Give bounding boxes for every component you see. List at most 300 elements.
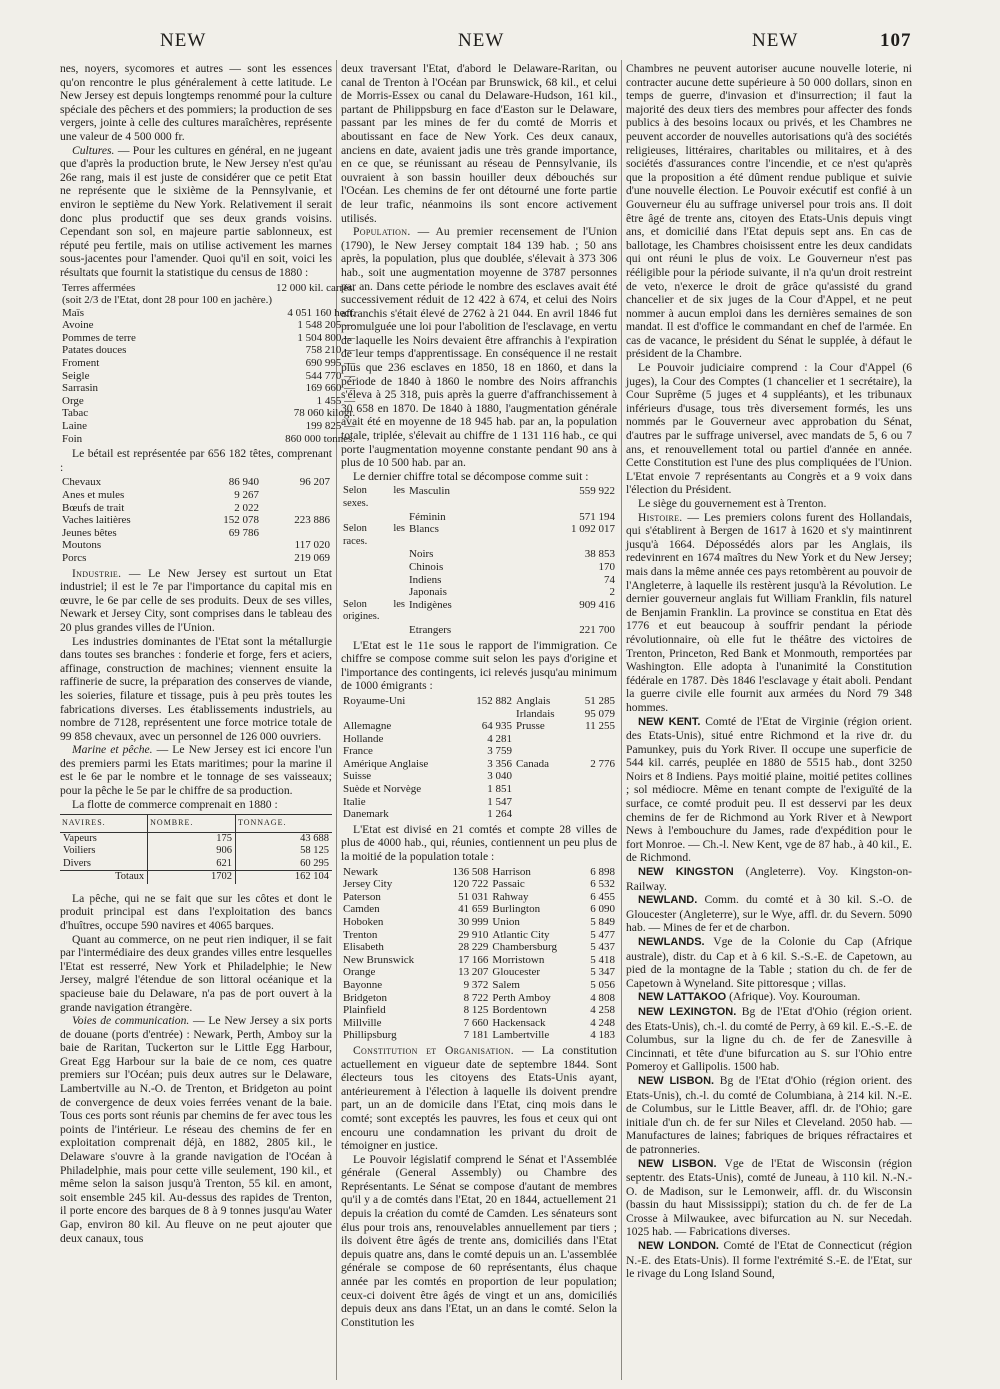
crop-name: Orge	[62, 394, 84, 407]
crop-name: Pommes de terre	[62, 331, 136, 344]
livestock-row	[60, 527, 332, 540]
immigration-row-name: Prusse	[516, 720, 545, 733]
paragraph: Industrie. — Le New Jersey est surtout un Etat industriel; il est le 7e par l'importance du capital mis en œuvre, le 6e par celle de ses produits. Deux de ses villes, Newark et Jersey City, sont comprises dans le tableau des 20 plus grandes villes de l'Union.	[60, 566, 332, 634]
crop-row	[60, 407, 357, 420]
town-row-value: 5 437	[590, 941, 615, 954]
fleet-count: 621	[148, 858, 236, 871]
immigration-row-name: Irlandais	[516, 707, 555, 720]
entry-headword: NEW LISBON.	[638, 1074, 715, 1087]
town-row-name: Hackensack	[492, 1016, 546, 1029]
paragraph: Marine et pêche. — Le New Jersey est ici encore l'un des premiers parmi les Etats maritimes; pour la marine il est le 6e par le nombre et le tonnage de ses vaisseaux; pour la pêche le 5e par le chiffre de sa production.	[60, 743, 332, 798]
immigration-row-name: Royaume-Uni	[343, 694, 406, 707]
town-row-value: 6 090	[590, 903, 615, 916]
town-row-value: 6 455	[590, 890, 615, 903]
immigration-row-value: 95 079	[584, 707, 615, 720]
fleet-count: 906	[148, 845, 236, 858]
livestock-row	[60, 552, 332, 565]
entry: NEW LATTAKOO (Afrique). Voy. Kourouman.	[638, 990, 861, 1004]
livestock-name: Vaches laitières	[62, 514, 131, 527]
column-divider	[621, 60, 622, 1380]
livestock-row	[60, 514, 332, 527]
fleet-row	[60, 832, 332, 845]
population-value: 38 853	[584, 548, 615, 561]
crop-name: Tabac	[62, 407, 89, 420]
population-value: 221 700	[579, 623, 615, 636]
immigration-row-name: Italie	[343, 795, 366, 808]
crop-row	[60, 370, 357, 383]
town-row-name: Trenton	[343, 928, 378, 941]
livestock-group-total: 219 069	[294, 551, 330, 564]
entry: NEWLAND. Comm. du comté et à 30 kil. S.-O. de Gloucester (Angleterre), sur le Wye, affl. dr. du Severn. 5090 hab. — Mines de fer et de charbon.	[626, 893, 912, 935]
town-row-value: 9 372	[463, 978, 489, 991]
immigration-row-name: Danemark	[343, 808, 389, 821]
entry: NEW LISBON. Bg de l'Etat d'Ohio (région orient. des Etats-Unis), ch.-l. du comté de Columbiana, à 214 kil. N.-E. de Columbus, sur le Little Beaver, affl. dr. de l'Ohio; gare initiale d'un ch. de fer sur Niles et Cleveland. 2050 hab. — Manufactures de laines; fabriques de briques réfractaires et de patronneries.	[626, 1073, 912, 1156]
crop-row	[60, 307, 357, 320]
town-row	[341, 1004, 617, 1017]
fleet-type: Vapeurs	[63, 832, 97, 844]
livestock-group-total	[261, 502, 332, 515]
entry-headword: NEW KINGSTON	[638, 866, 734, 879]
crop-value: 758 210 —	[305, 344, 356, 357]
paragraph: La pêche, qui ne se fait que sur les côtes et dont le produit principal est dans l'exploitation des bancs d'huîtres, occupe 590 navires et 4065 barques.	[60, 891, 332, 932]
section-title: Constitution et Organisation.	[353, 1043, 514, 1057]
immigration-row	[341, 808, 617, 821]
header-right-word: NEW	[752, 30, 799, 51]
group-label	[341, 624, 407, 637]
paragraph: Le dernier chiffre total se décompose comme suit :	[353, 469, 589, 483]
section-title: Industrie.	[72, 566, 122, 580]
town-row-value: 5 849	[590, 916, 615, 928]
immigration-row-value: 3 759	[487, 745, 513, 758]
immigration-row	[341, 758, 617, 771]
livestock-name: Porcs	[62, 551, 87, 564]
immigration-row-value	[571, 783, 617, 796]
town-row-value: 4 258	[590, 1004, 615, 1017]
entry-headword: NEW LEXINGTON.	[638, 1005, 737, 1018]
town-row-name: Passaic	[492, 878, 525, 891]
livestock-value: 152 078	[223, 514, 259, 527]
crop-row	[60, 332, 357, 345]
population-category: Indiens	[409, 573, 442, 586]
fleet-total-label: Totaux	[60, 871, 148, 884]
paragraph: Le Pouvoir judiciaire comprend : la Cour d'Appel (6 juges), la Cour des Comptes (1 chancelier et 1 secrétaire), la Cour Suprême (5 juges et 4 suppléants), et les tribunaux inférieurs d'usage, tous très diversement formés, les uns nommés par le Gouverneur avec approbation du Sénat, d'autres par le suffrage universel, avec mandats de 5, 6 ou 7 ans, et renouvellement total ou partiel d'année en année. Cette Constitution est l'une des plus compliquées de l'Union. L'Etat envoie 7 représentants au Congrès et a 9 voix dans l'élection du Président.	[626, 361, 912, 497]
paragraph: Le Pouvoir législatif comprend le Sénat et l'Assemblée générale (General Assembly) ou Chambre des Représentants. Le Sénat se compose d'autant de membres qu'il y a de comtés dans l'Etat, 20 en 1844, actuellement 21 depuis la création du comté de Camden. Les sénateurs sont élus pour trois ans, renouvelables annuellement par tiers ; ils doivent être âgés de trente ans, domiciliés dans l'Etat depuis quatre ans, dans le comté depuis un an. L'assemblée générale se compose de 60 représentants, élus chaque année par les comtés en proportion de leur population; ceux-ci doivent être âgés de vingt et un ans, domiciliés depuis deux ans dans l'Etat, un an dans le comté. Selon la Constitution les	[341, 1152, 617, 1329]
crop-name: Maïs	[62, 306, 84, 319]
paragraph: deux traversant l'Etat, d'abord le Delaware-Raritan, ou canal de Trenton à l'Océan par Brunswick, 68 kil., et celui de Morris-Essex ou canal du Delaware-Hudson, 161 kil., partant de Philippsburg en face d'Easton sur le Delaware, passant par les mines de fer du comté de Morris et aboutissant en face de New York. Ces deux canaux, anciens en date, avaient jadis une très grande importance, en ce que, se réunissant au réseau de Pennsylvanie, ils ouvraient à son bassin houiller deux débouchés sur l'Océan. Les chemins de fer ont détourné une forte partie de leur trafic, néanmoins ils sont encore activement utilisés.	[341, 62, 617, 225]
population-row	[341, 586, 617, 599]
immigration-row	[341, 733, 617, 746]
fleet-tonnage: 43 688	[235, 832, 332, 845]
entry: NEW KINGSTON (Angleterre). Voy. Kingston-on-Railway.	[626, 865, 912, 893]
livestock-name: Jeunes bêtes	[62, 526, 117, 539]
population-row	[341, 485, 617, 510]
immigration-row-value	[461, 708, 514, 721]
paragraph: Le bétail est représentée par 656 182 têtes, comprenant :	[60, 447, 332, 474]
group-label: Selon les races.	[343, 523, 405, 547]
population-category: Noirs	[409, 548, 434, 561]
immigration-row-value: 11 255	[585, 720, 615, 733]
town-row-value: 136 508	[452, 865, 489, 878]
town-row-value: 28 229	[458, 941, 489, 954]
town-row	[341, 903, 617, 916]
town-row-value: 7 181	[463, 1029, 489, 1042]
crop-row	[60, 282, 357, 295]
livestock-name: Bœufs de trait	[62, 501, 125, 514]
fleet-header-ships: NAVIRES.	[60, 815, 148, 833]
crop-value: 78 060 kilogr.	[293, 407, 356, 420]
immigration-row	[341, 745, 617, 758]
crop-row	[60, 357, 357, 370]
crop-value: 199 825 —	[305, 420, 356, 433]
running-header	[0, 30, 1000, 60]
town-row-name: Camden	[343, 903, 380, 916]
town-row-value: 5 347	[590, 966, 615, 979]
immigration-row-name	[514, 783, 571, 796]
livestock-row	[60, 489, 332, 502]
town-row	[341, 954, 617, 967]
entry: NEW LONDON. Comté de l'Etat de Connecticut (région N.-E. des Etats-Unis). Il forme l'extrémité S.-E. de l'Etat, sur le rivage du Long Island Sound,	[626, 1239, 912, 1281]
column-3	[626, 62, 912, 1281]
crop-name: (soit 2/3 de l'Etat, dont 28 pour 100 en jachère.)	[62, 294, 273, 307]
town-row-name: Rahway	[492, 890, 529, 903]
fleet-count: 175	[148, 832, 236, 845]
paragraph: Le siège du gouvernement est à Trenton.	[638, 497, 827, 510]
immigration-row-name	[514, 733, 571, 746]
immigration-row	[341, 770, 617, 783]
paragraph: Constitution et Organisation. — La constitution actuellement en vigueur date de septembre 1844. Sont électeurs tous les citoyens des Etats-Unis ayant, antérieurement à l'élection à laquelle ils doivent prendre part, un an de domicile dans l'Etat, cinq mois dans le comté; sont exceptés les pauvres, les fous et ceux qui ont encouru une condamnation les privant du droit de témoigner en justice.	[341, 1043, 617, 1153]
crop-row	[60, 382, 357, 395]
immigration-row-name: Amérique Anglaise	[343, 757, 429, 770]
immigration-table	[341, 695, 617, 821]
immigration-row	[341, 695, 617, 708]
town-row-name: Salem	[492, 978, 520, 991]
town-row-value: 5 056	[590, 978, 615, 991]
immigration-row-value: 4 281	[487, 732, 513, 745]
town-row	[341, 966, 617, 979]
population-row	[341, 624, 617, 637]
immigration-row-name	[514, 796, 571, 809]
town-row-value: 4 808	[590, 991, 615, 1004]
immigration-row-name: France	[343, 745, 373, 758]
crop-value: 1 455 —	[316, 394, 356, 407]
town-row-name: Hoboken	[343, 916, 384, 928]
section-title: Histoire.	[638, 510, 683, 524]
crop-name: Terres affermées	[62, 281, 136, 294]
town-row-value: 29 910	[458, 928, 489, 941]
crop-value: 860 000 tonnes.	[285, 432, 356, 445]
town-row-name: Bordentown	[492, 1004, 547, 1017]
fleet-row	[60, 845, 332, 858]
fleet-type: Voiliers	[63, 845, 96, 857]
town-row-name: Newark	[343, 865, 378, 878]
town-row-name: Perth Amboy	[492, 991, 551, 1004]
population-value: 909 416	[579, 598, 615, 611]
header-left-word: NEW	[160, 30, 207, 51]
town-row-value: 7 660	[463, 1016, 489, 1029]
towns-table	[341, 866, 617, 1042]
fleet-header-tonnage: TONNAGE.	[235, 815, 332, 833]
immigration-row-value: 3 356	[487, 757, 513, 770]
paragraph: Histoire. — Les premiers colons furent des Hollandais, qui s'établirent à Bergen de 1617 à 1620 et s'y maintinrent jusqu'à 1664. Dépossédés alors par les Anglais, ils redevinrent en 1674 maîtres du New York et du New Jersey; mais dans la même année ces pays retombèrent au pouvoir de l'Angleterre, à laquelle ils restèrent jusqu'à la Révolution. Le dernier gouverneur anglais fut William Franklin, fils naturel de Benjamin Franklin. La province se constitua en Etat dès 1776 et eut beaucoup à souffrir pendant la période révolutionnaire, où elle fut le théâtre des victoires de Trenton, Princeton, Red Bank et Monmouth, remportées par Washington. Elle adopta à l'unanimité la Constitution fédérale en 1787. Dès 1846 l'esclavage y était aboli. Pendant la guerre civile elle fournit aux armées du Nord 79 348 hommes.	[626, 510, 912, 714]
population-value: 170	[598, 560, 615, 573]
town-row-name: Plainfield	[343, 1004, 386, 1017]
crop-value: 12 000 kil. carrés.	[276, 281, 356, 294]
livestock-row	[60, 476, 332, 489]
town-row	[341, 916, 617, 929]
paragraph: Chambres ne peuvent autoriser aucune nouvelle loterie, ni contracter aucune dette supérieure à 50 000 dollars, sinon en temps de guerre, d'invasion et d'insurrection; il faut la majorité des deux tiers des membres pour affecter des fonds publics à des besoins locaux ou privés, et les Chambres ne peuvent accorder de nouvelles autorisations qu'à des sociétés religieuses, littéraires, charitables ou militaires, et à des sociétés d'assurances contre l'incendie, et ce n'est qu'après que la proposition a été dûment rendue publique et suivie d'une nouvelle élection. Le Pouvoir exécutif est confié à un Gouverneur élu au suffrage universel pour trois ans. Il doit être âgé de trente ans, citoyen des Etats-Unis depuis vingt ans, et domicilié dans l'Etat depuis sept ans. En cas de ballotage, les Chambres choisissent entre les deux candidats qui ont réuni le plus de voix. Le Gouverneur n'est pas rééligible pour la période suivante, il n'a qu'un droit restreint de veto, n'exerce le droit de grâce qu'assisté du grand chancelier et de six juges de la Cour d'Appel, et ne peut nommer à aucun emploi dans les dernières semaines de son mandat. Il est d'office le commandant en chef de l'armée. En cas de vacance, le président du Sénat le supplée, à défaut le président de la Chambre.	[626, 62, 912, 361]
crop-name: Sarrasin	[62, 382, 99, 395]
crop-value: 169 660 —	[305, 382, 356, 395]
immigration-row	[341, 796, 617, 809]
immigration-row	[341, 783, 617, 796]
town-row-name: Atlantic City	[492, 928, 550, 941]
town-row-name: Harrison	[492, 865, 531, 878]
entry: NEW LISBON. Vge de l'Etat de Wisconsin (région septentr. des Etats-Unis), comté de Juneau, à 110 kil. N.-N.-O. de Madison, sur le Lemonweir, affl. dr. du Wisconsin (bassin du haut Mississippi); station du ch. de fer de La Crosse à Milwaukee, avec bifurcation au N. sur Necedah. 1025 hab. — Fabrications diverses.	[626, 1156, 912, 1239]
immigration-row-value: 152 882	[476, 694, 513, 707]
livestock-group-total	[261, 527, 332, 540]
town-row-name: Gloucester	[492, 966, 541, 979]
immigration-row-name: Canada	[516, 757, 550, 770]
immigration-row-value: 1 547	[487, 795, 513, 808]
paragraph: Population. — Au premier recensement de l'Union (1790), le New Jersey comptait 184 139 hab. ; 50 ans après, la population, plus que doublée, s'élevait à 373 306 hab., soit une augmentation moyenne de 3787 personnes par an. Dans cette période le nombre des esclaves avait été successivement réduit de 12 422 à 674, et celui des Noirs affranchis s'était élevé de 2762 à 21 044. En avril 1846 fut promulguée une loi pour l'abolition de l'esclavage, en vertu de laquelle les Noirs devaient être affranchis à l'expiration de leur temps d'apprentissage. En conséquence il ne restait plus que 236 esclaves en 1850, 18 en 1860, et dans la période de 1840 à 1860 le nombre des Noirs affranchis s'éleva à 25 318, puis après la guerre d'affranchissement à 30 658 en 1870. De 1840 à 1880, l'augmentation générale avait été en moyenne de 18 945 hab. par an, la population totale, triplée, s'élevait au chiffre de 1 131 116 hab., ce qui porte l'augmentation moyenne constante pendant 90 ans à plus de 10 500 hab. par an.	[341, 225, 617, 470]
paragraph: Voies de communication. — Le New Jersey a six ports de douane (ports d'entrée) : Newark, Perth, Amboy sur la baie de Raritan, Tuckerton sur le Little Egg Harbour, Great Egg Harbour sur la baie de ce nom, ces quatre premiers sur l'Océan; puis deux autres sur le Delaware, Lambertville au N.-O. de Trenton, et Bridgeton au point de convergence de deux voies ferrées venant de la baie. Tous ces ports sont réunis par chemins de fer avec tous les points de l'intérieur. Le réseau des chemins de fer en exploitation comprenait déjà, en 1882, 2805 kil., le Delaware s'ouvre à la grande navigation de l'Océan à Philadelphie, mais pour cette ville seulement, 190 kil., et même selon la saison jusqu'à Trenton, 55 kil. en amont, soit ensemble 245 kil. Au-dessus des rapides de Trenton, il porte encore des barques de 8 à 9 tonnes jusqu'au Water Gap, environ 80 kil. Au fleuve on ne peut ajouter que deux canaux, tous	[60, 1014, 333, 1245]
entry: NEW LEXINGTON. Bg de l'Etat d'Ohio (région orient. des Etats-Unis), ch.-l. du comté de Perry, à 69 kil. E.-S.-E. de Columbus, sur la ligne du ch. de fer de Zanesville à Cincinnati, et tête d'une bifurcation au S. sur l'Ohio entre Pomeroy et Gallipolis. 1500 hab.	[626, 1004, 912, 1074]
fleet-table	[60, 814, 332, 884]
crop-row	[60, 395, 357, 408]
town-row-name: Chambersburg	[492, 941, 557, 954]
immigration-row-name: Suède et Norvège	[343, 783, 422, 796]
town-row	[341, 941, 617, 954]
town-row-value: 6 532	[590, 878, 615, 891]
livestock-group-total	[261, 489, 332, 502]
crop-value: 1 548 205 —	[297, 319, 356, 332]
paragraph: L'Etat est divisé en 21 comtés et compte 28 villes de plus de 4000 hab., qui, réunies, contiennent un peu plus de la moitié de la population totale :	[341, 822, 617, 864]
town-row-name: Morristown	[492, 953, 545, 966]
town-row-value: 30 999	[458, 916, 489, 928]
livestock-group-total: 223 886	[294, 514, 330, 527]
paragraph: Les industries dominantes de l'Etat sont la métallurgie dans toutes ses branches : fonderie et forge, fers et aciers, affinage, construction de machines; viennent ensuite la raffinerie de sucre, la préparation des conserves de viande, les soieries, filature et tissage, puis à peu près toutes les fabrications diverses. Les établissements industriels, au nombre de 7128, représentent une force motrice totale de 99 858 chevaux, avec un personnel de 126 000 ouvriers.	[60, 634, 332, 743]
livestock-value: 2 022	[234, 501, 259, 514]
town-row	[341, 1029, 617, 1042]
crop-value: 690 995 —	[305, 357, 356, 370]
section-title: Population.	[353, 225, 411, 239]
immigration-row-name: Anglais	[516, 694, 551, 707]
livestock-row	[60, 502, 332, 515]
fleet-total-count: 1702	[148, 871, 236, 884]
crop-value: 4 051 160 hect.	[287, 306, 356, 319]
immigration-row-value	[571, 745, 617, 758]
immigration-row-value	[571, 796, 617, 809]
immigration-row-value	[571, 770, 617, 783]
entry-headword: NEW KENT.	[638, 715, 701, 728]
population-value: 571 194	[579, 510, 615, 523]
group-label	[341, 561, 407, 574]
entry-headword: NEW LISBON.	[638, 1157, 717, 1170]
column-2	[341, 62, 617, 1329]
town-row-value: 4 183	[590, 1029, 615, 1042]
livestock-value	[190, 539, 261, 552]
town-row-value: 5 477	[590, 928, 615, 941]
town-row	[341, 891, 617, 904]
group-label: Selon les sexes.	[343, 485, 405, 509]
fleet-total-row	[60, 871, 332, 884]
town-row-value: 5 418	[590, 953, 615, 966]
page-number: 107	[880, 30, 912, 51]
population-category: Blancs	[409, 523, 439, 536]
town-row-name: New Brunswick	[343, 953, 415, 966]
town-row-name: Paterson	[343, 890, 381, 903]
livestock-name: Anes et mules	[62, 489, 125, 501]
crop-value: 544 770 —	[305, 369, 356, 382]
population-value: 559 922	[579, 485, 615, 498]
paragraph: nes, noyers, sycomores et autres — sont les essences qu'on rencontre le plus généralement à cette latitude. Le New Jersey est depuis longtemps renommé pour la culture spéciale des pêchers et des pommiers; la production de ses vergers, jointe à celle des cultures maraîchères, représente une valeur de 4 500 000 fr.	[60, 62, 332, 143]
population-category: Japonais	[409, 586, 447, 599]
entry-headword: NEW LONDON.	[638, 1240, 719, 1253]
livestock-name: Chevaux	[62, 476, 102, 489]
crop-name: Foin	[62, 432, 83, 445]
fleet-row	[60, 858, 332, 871]
entry-headword: NEWLAND.	[638, 894, 698, 907]
crops-table	[60, 282, 357, 446]
crop-row	[60, 420, 357, 433]
entry: NEWLANDS. Vge de la Colonie du Cap (Afrique australe), distr. du Cap et à 6 kil. S.-S.-E. de Capetown, au pied de la montagne de la Table ; station du ch. de fer de Capetown à Wyneland. Site pittoresque ; villas.	[626, 935, 912, 990]
population-value: 2	[609, 586, 615, 599]
town-row	[341, 979, 617, 992]
immigration-row-name: Allemagne	[343, 720, 392, 733]
immigration-row-value: 51 285	[584, 694, 615, 707]
population-category: Chinois	[409, 560, 444, 573]
crop-row	[60, 344, 357, 357]
town-row-value: 120 722	[452, 878, 489, 891]
group-label	[341, 586, 407, 599]
immigration-row-value: 1 264	[487, 808, 513, 821]
town-row	[341, 992, 617, 1005]
population-category: Indigènes	[409, 598, 452, 611]
immigration-row	[341, 720, 617, 733]
livestock-value	[190, 552, 261, 565]
town-row-name: Burlington	[492, 903, 541, 916]
livestock-row	[60, 539, 332, 552]
town-row-value: 51 031	[458, 890, 489, 903]
fleet-tonnage: 58 125	[235, 845, 332, 858]
town-row	[341, 878, 617, 891]
crop-row	[60, 319, 357, 332]
immigration-row-value: 3 040	[487, 770, 513, 783]
section-title: Cultures.	[72, 143, 115, 157]
immigration-row-value: 2 776	[590, 757, 615, 770]
town-row-value: 41 659	[458, 903, 489, 916]
town-row-value: 8 125	[463, 1004, 489, 1017]
town-row	[341, 929, 617, 942]
town-row-name: Phillipsburg	[343, 1029, 397, 1042]
town-row-name: Millville	[343, 1016, 382, 1029]
livestock-value: 9 267	[234, 489, 259, 501]
town-row	[341, 1017, 617, 1030]
livestock-group-total: 117 020	[294, 539, 330, 552]
town-row-value: 17 166	[458, 953, 489, 966]
livestock-value: 86 940	[228, 476, 259, 489]
town-row-name: Lambertville	[492, 1029, 550, 1042]
group-label: Selon les origines.	[343, 598, 405, 623]
crop-name: Froment	[62, 357, 100, 370]
column-divider	[336, 60, 337, 1380]
population-row	[341, 523, 617, 548]
population-category: Etrangers	[409, 623, 452, 636]
town-row-value: 13 207	[458, 966, 489, 979]
immigration-row-name	[514, 808, 571, 821]
immigration-row-name	[514, 745, 571, 758]
population-row	[341, 574, 617, 587]
town-row-value: 4 248	[590, 1016, 615, 1029]
header-center-word: NEW	[458, 30, 505, 51]
fleet-tonnage: 60 295	[235, 858, 332, 871]
entry-headword: NEWLANDS.	[638, 936, 705, 948]
immigration-row-name	[341, 708, 461, 721]
group-label	[341, 548, 407, 561]
crop-row	[60, 294, 357, 307]
crop-name: Patates douces	[62, 344, 127, 357]
immigration-row-name: Hollande	[343, 732, 384, 745]
town-row-name: Jersey City	[343, 878, 393, 891]
population-row	[341, 599, 617, 624]
immigration-row-value	[571, 733, 617, 746]
town-row-value: 6 898	[590, 865, 615, 878]
fleet-type: Divers	[63, 857, 91, 869]
immigration-row-name: Suisse	[343, 770, 372, 783]
population-row	[341, 548, 617, 561]
town-row-name: Bridgeton	[343, 991, 387, 1004]
immigration-row-value: 64 935	[481, 720, 513, 733]
fleet-header-count: NOMBRE.	[148, 815, 236, 833]
livestock-table	[60, 476, 332, 564]
section-title: Voies de communication.	[72, 1014, 190, 1028]
paragraph: L'Etat est le 11e sous le rapport de l'immigration. Ce chiffre se compose comme suit selon les pays d'origine et l'importance des contingents, ici relevés jusqu'au minimum de 1000 émigrants :	[341, 638, 617, 693]
entry-headword: NEW LATTAKOO	[638, 991, 727, 1004]
livestock-group-total: 96 207	[299, 476, 330, 489]
town-row-name: Bayonne	[343, 978, 383, 991]
paragraph: Cultures. — Pour les cultures en général, en ne jugeant que d'après la production brute, le New Jersey n'est qu'au 26e rang, mais il est juste de considérer que ce petit Etat ne représente que le sixième de la Pennsylvanie, et environ le septième du New York. Relativement il serait donc plus productif que ses deux grands voisins. Cependant son sol, en majeure partie sablonneux, est réputé peu fertile, mais on utilise activement les marnes sous-jacentes pour l'amender. Quoi qu'il en soit, voici les résultats que fournit la statistique du census de 1880 :	[60, 143, 332, 279]
fleet-total-tonnage: 162 104	[235, 871, 332, 884]
paragraph: La flotte de commerce comprenait en 1880 :	[72, 797, 278, 811]
crop-name: Seigle	[62, 369, 90, 382]
paragraph: Quant au commerce, on ne peut rien indiquer, il se fait par l'intermédiaire des deux grandes villes entre lesquelles l'Etat est resserré, New York et Philadelphie; le New Jersey, malgré l'étendue de son littoral océanique et la spacieuse baie du Delaware, n'a pas de port ouvert à la grande navigation étrangère.	[60, 932, 332, 1014]
immigration-row-value: 1 851	[487, 783, 513, 796]
group-label	[341, 511, 407, 524]
town-row	[341, 866, 617, 879]
population-row	[341, 511, 617, 524]
entry: NEW KENT. Comté de l'Etat de Virginie (région orient. des Etats-Unis), situé entre Richmond et la rive dr. du Pamunkey, puis du York River. Il occupe une superficie de 544 kil. carrés, peuplée en 1880 de 5515 hab., dont 3250 Noirs et 8 Indiens. Pays moitié plaine, moitié petites collines ; sol médiocre. Même en tenant compte de l'exiguïté de la surface, ce comté produit peu. Il est desservi par les deux chemins de fer de Richmond au York River et à Newport News à l'embouchure du James, rade d'expédition pour le fort Monroe. — Ch.-l. New Kent, vge de 87 hab., à 40 kil., E. de Richmond.	[626, 714, 912, 865]
town-row-name: Union	[492, 916, 520, 928]
immigration-row-value	[571, 808, 617, 821]
crop-name: Avoine	[62, 319, 94, 332]
livestock-value: 69 786	[228, 526, 259, 539]
immigration-row	[341, 708, 617, 721]
livestock-name: Moutons	[62, 539, 102, 552]
population-value: 74	[604, 573, 615, 586]
population-breakdown-table	[341, 485, 617, 636]
population-category: Féminin	[409, 510, 446, 523]
section-title: Marine et pêche.	[72, 743, 153, 757]
crop-value: 1 504 800 —	[297, 331, 356, 344]
population-row	[341, 561, 617, 574]
population-category: Masculin	[409, 485, 450, 498]
population-value: 1 092 017	[571, 523, 615, 536]
immigration-row-name	[514, 770, 571, 783]
crop-name: Laine	[62, 420, 88, 433]
crop-row	[60, 433, 357, 446]
group-label	[341, 574, 407, 587]
town-row-name: Elisabeth	[343, 941, 384, 954]
